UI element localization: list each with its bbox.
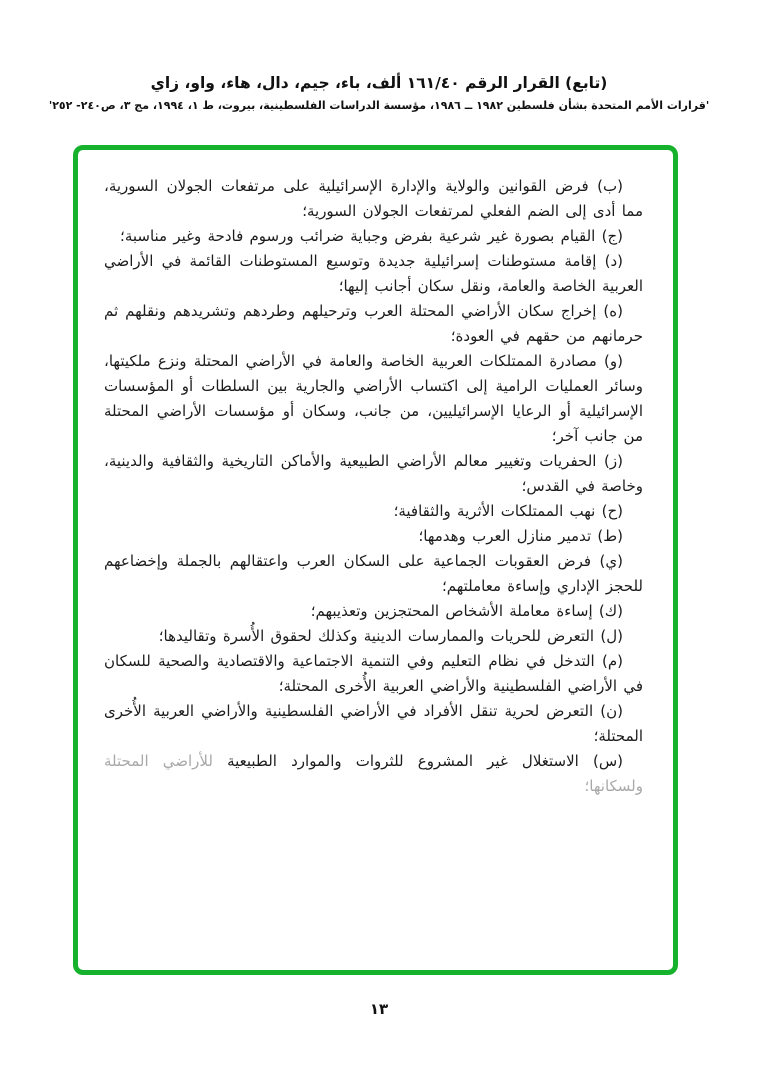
resolution-clauses bbox=[78, 150, 673, 799]
clause-marker: (م) bbox=[602, 652, 623, 670]
doc-source-line: 'قرارات الأمم المتحدة بشأن فلسطين ١٩٨٢ ــ ١٩٨٦، مؤسسة الدراسات الفلسطينية، بيروت، ط ١، ١٩٩٤، مج ٣، ص٢٤٠- ٢٥٢' bbox=[48, 99, 710, 112]
clause-item bbox=[104, 499, 643, 524]
clause-text: نهب الممتلكات الأثرية والثقافية؛ bbox=[393, 502, 596, 520]
clause-marker: (ي) bbox=[599, 552, 623, 570]
clause-marker: (ك) bbox=[598, 602, 623, 620]
page-header bbox=[0, 74, 758, 112]
clause-text: إخراج سكان الأراضي المحتلة العرب وترحيلهم وطردهم وتشريدهم ونقلهم ثم حرمانهم من حقهم في العودة؛ bbox=[104, 302, 643, 345]
clause-marker: (د) bbox=[604, 252, 623, 270]
clause-marker: (و) bbox=[604, 352, 623, 370]
clause-item bbox=[104, 624, 643, 649]
clause-text: مصادرة الممتلكات العربية الخاصة والعامة في الأراضي المحتلة ونزع ملكيتها، وسائر العمليات الرامية إلى اكتساب الأراضي والجارية بين السلطات أو المؤسسات الإسرائيلية أو الرعايا الإسرائيليين، من جانب، وسكان أو مؤسسات الأراضي المحتلة من جانب آخر؛ bbox=[104, 352, 643, 445]
clause-item bbox=[104, 224, 643, 249]
clause-item bbox=[104, 349, 643, 449]
clause-item bbox=[104, 524, 643, 549]
clause-text: الاستغلال غير المشروع للثروات والموارد الطبيعية bbox=[227, 752, 579, 770]
clause-item bbox=[104, 599, 643, 624]
clause-marker: (ط) bbox=[597, 527, 623, 545]
clause-marker: (ج) bbox=[601, 227, 623, 245]
highlight-box bbox=[73, 145, 678, 975]
clause-text: الحفريات وتغيير معالم الأراضي الطبيعية والأماكن التاريخية والثقافية والدينية، وخاصة في القدس؛ bbox=[104, 452, 643, 495]
doc-title: (تابع) القرار الرقم ١٦١/٤٠ ألف، باء، جيم، دال، هاء، واو، زاي bbox=[150, 74, 608, 92]
clause-text: فرض القوانين والولاية والإدارة الإسرائيلية على مرتفعات الجولان السورية، مما أدى إلى الضم الفعلي لمرتفعات الجولان السورية؛ bbox=[104, 177, 643, 220]
clause-text: التدخل في نظام التعليم وفي التنمية الاجتماعية والاقتصادية والصحية للسكان في الأراضي الفلسطينية والأراضي العربية الأُخرى المحتلة؛ bbox=[104, 652, 643, 695]
clause-item bbox=[104, 449, 643, 499]
clause-item bbox=[104, 549, 643, 599]
clause-marker: (ز) bbox=[604, 452, 623, 470]
page-number: ١٣ bbox=[369, 1000, 389, 1018]
clause-item bbox=[104, 749, 643, 799]
clause-item bbox=[104, 174, 643, 224]
clause-marker: (ن) bbox=[600, 702, 623, 720]
clause-marker: (ه) bbox=[603, 302, 623, 320]
clause-text: فرض العقوبات الجماعية على السكان العرب واعتقالهم بالجملة وإخضاعهم للحجز الإداري وإساءة معاملتهم؛ bbox=[104, 552, 643, 595]
clause-item bbox=[104, 249, 643, 299]
clause-text-faded: للأراضي المحتلة ولسكانها؛ bbox=[104, 752, 643, 795]
clause-item bbox=[104, 649, 643, 699]
clause-marker: (ل) bbox=[600, 627, 623, 645]
clause-marker: (س) bbox=[592, 752, 623, 770]
clause-text: إقامة مستوطنات إسرائيلية جديدة وتوسيع المستوطنات القائمة في الأراضي العربية الخاصة والعامة، ونقل سكان أجانب إليها؛ bbox=[104, 252, 643, 295]
clause-text: التعرض لحرية تنقل الأفراد في الأراضي الفلسطينية والأراضي العربية الأُخرى المحتلة؛ bbox=[104, 702, 643, 745]
clause-item bbox=[104, 699, 643, 749]
clause-marker: (ب) bbox=[597, 177, 623, 195]
clause-marker: (ح) bbox=[601, 502, 623, 520]
clause-text: تدمير منازل العرب وهدمها؛ bbox=[418, 527, 592, 545]
clause-text: إساءة معاملة الأشخاص المحتجزين وتعذيبهم؛ bbox=[310, 602, 593, 620]
clause-item bbox=[104, 299, 643, 349]
clause-text: القيام بصورة غير شرعية بفرض وجباية ضرائب ورسوم فادحة وغير مناسبة؛ bbox=[120, 227, 596, 245]
clause-text: التعرض للحريات والممارسات الدينية وكذلك لحقوق الأُسرة وتقاليدها؛ bbox=[158, 627, 595, 645]
